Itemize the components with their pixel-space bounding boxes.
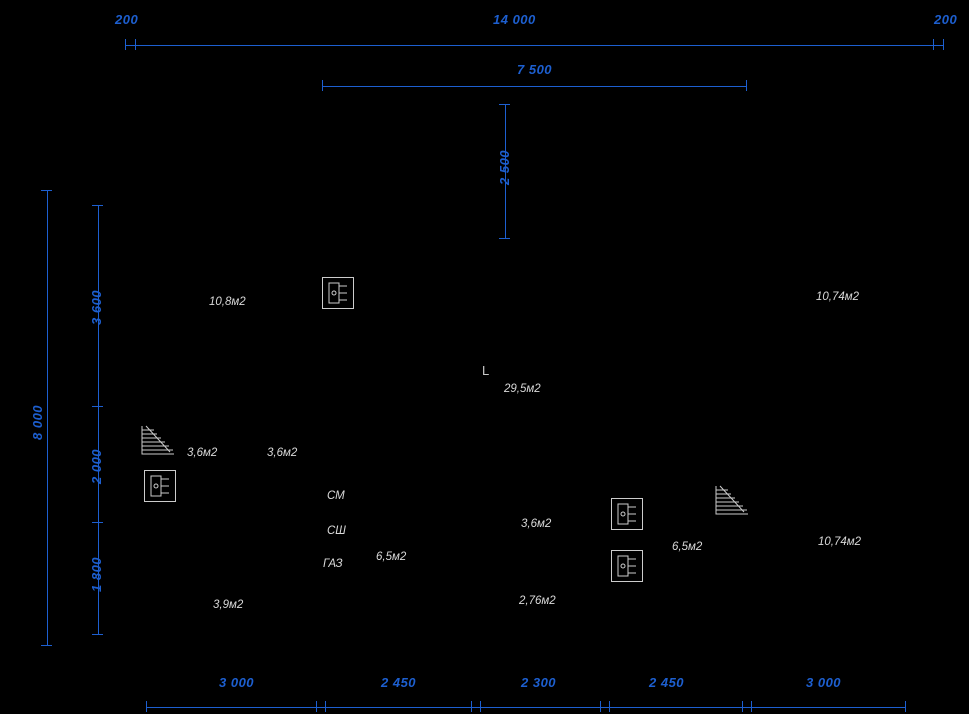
area-label: 6,5м2	[672, 541, 703, 553]
dimension-tick	[135, 39, 136, 50]
dimension-label-bottom-3: 2 300	[521, 675, 557, 690]
dimension-label-top-left: 200	[115, 12, 139, 27]
dimension-tick	[325, 701, 326, 712]
dimension-tick	[322, 80, 323, 91]
dimension-label-2000: 2 000	[89, 448, 104, 484]
room-label-cm: СМ	[327, 490, 345, 502]
area-label: 3,9м2	[213, 599, 244, 611]
dimension-line-7500	[322, 86, 747, 87]
dimension-line-bottom	[146, 707, 906, 708]
dimension-tick	[41, 190, 52, 191]
marker-label-l: L	[482, 363, 490, 378]
dimension-label-3600: 3 600	[89, 289, 104, 325]
dimension-tick	[92, 634, 103, 635]
dimension-tick	[600, 701, 601, 712]
dimension-tick	[480, 701, 481, 712]
area-label: 6,5м2	[376, 551, 407, 563]
dimension-label-top-right: 200	[934, 12, 958, 27]
dimension-tick	[751, 701, 752, 712]
room-label-gaz: ГАЗ	[323, 558, 343, 570]
dimension-tick	[146, 701, 147, 712]
door-icon	[611, 498, 643, 530]
dimension-label-bottom-5: 3 000	[806, 675, 842, 690]
dimension-tick	[316, 701, 317, 712]
dimension-line-8000	[47, 190, 48, 646]
dimension-tick	[92, 406, 103, 407]
area-label: 3,6м2	[267, 447, 298, 459]
dimension-label-bottom-1: 3 000	[219, 675, 255, 690]
dimension-label-bottom-2: 2 450	[381, 675, 417, 690]
area-label: 2,76м2	[519, 595, 556, 607]
area-label: 10,8м2	[209, 296, 246, 308]
dimension-label-bottom-4: 2 450	[649, 675, 685, 690]
dimension-tick	[41, 645, 52, 646]
dimension-tick	[471, 701, 472, 712]
dimension-tick	[609, 701, 610, 712]
dimension-tick	[125, 39, 126, 50]
room-label-csh: СШ	[327, 525, 346, 537]
dimension-tick	[92, 522, 103, 523]
stairs-icon	[714, 482, 754, 518]
dimension-label-top-total: 14 000	[493, 12, 536, 27]
door-icon	[144, 470, 176, 502]
door-icon	[611, 550, 643, 582]
dimension-label-7500: 7 500	[517, 62, 553, 77]
dimension-tick	[499, 238, 510, 239]
dimension-label-2500: 2 500	[497, 149, 512, 185]
dimension-line-top	[125, 45, 943, 46]
stairs-icon	[140, 422, 180, 458]
dimension-label-1800: 1 800	[89, 556, 104, 592]
dimension-tick	[933, 39, 934, 50]
area-label: 10,74м2	[816, 291, 860, 303]
area-label: 29,5м2	[504, 383, 541, 395]
dimension-tick	[905, 701, 906, 712]
dimension-tick	[746, 80, 747, 91]
area-label: 3,6м2	[521, 518, 552, 530]
area-label: 3,6м2	[187, 447, 218, 459]
door-icon	[322, 277, 354, 309]
dimension-label-8000: 8 000	[30, 404, 45, 440]
dimension-tick	[943, 39, 944, 50]
dimension-tick	[499, 104, 510, 105]
dimension-tick	[742, 701, 743, 712]
dimension-tick	[92, 205, 103, 206]
area-label: 10,74м2	[818, 536, 862, 548]
